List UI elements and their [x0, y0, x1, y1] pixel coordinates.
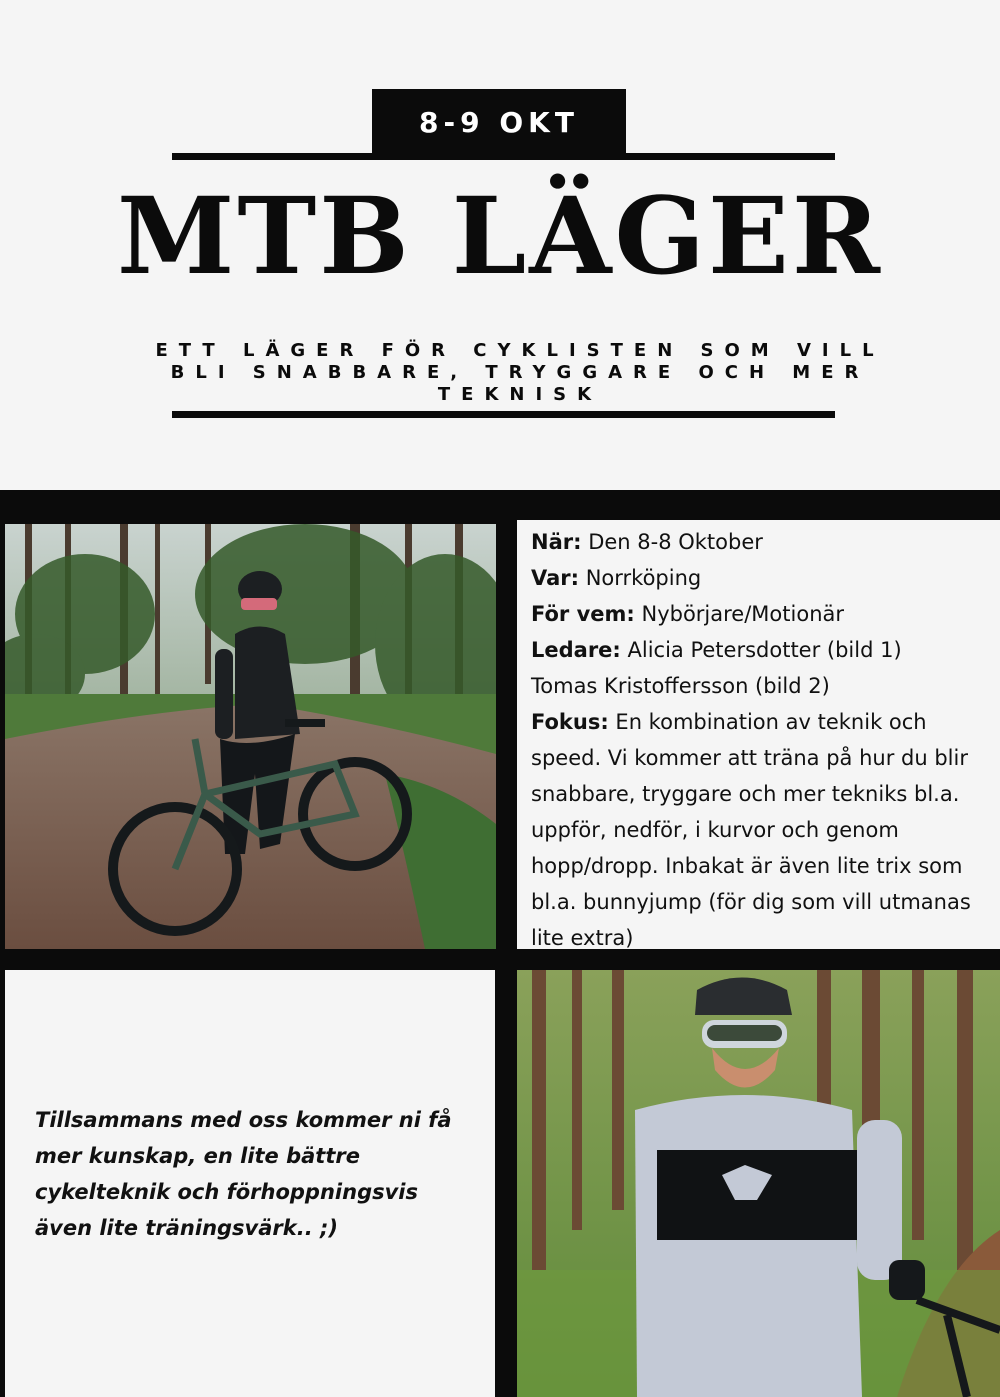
forest-trail-illustration-2 — [517, 970, 1000, 1397]
divider-bottom — [172, 411, 835, 418]
quote-panel — [5, 970, 495, 1397]
date-badge — [372, 89, 626, 155]
quote-text: Tillsammans med oss kommer ni få mer kunskap, en lite bättre cykelteknik och förhoppningsvis även lite träningsvärk.. ;) — [35, 1108, 452, 1240]
info-panel — [517, 520, 1000, 949]
photo-alicia-cyclist — [5, 524, 496, 949]
info-where: Var: Norrköping — [531, 566, 702, 590]
info-leaders: Ledare: Alicia Petersdotter (bild 1) — [531, 638, 902, 662]
divider-top — [172, 153, 835, 160]
page-subtitle: ETT LÄGER FÖR CYKLISTEN SOM VILL BLI SNABBARE, TRYGGARE OCH MER TEKNISK — [155, 340, 885, 405]
info-when: När: Den 8-8 Oktober — [531, 530, 763, 554]
info-for-whom: För vem: Nybörjare/Motionär — [531, 602, 845, 626]
info-leaders-2: Tomas Kristoffersson (bild 2) — [531, 674, 830, 698]
info-focus: Fokus: En kombination av teknik och speed. Vi kommer att träna på hur du blir snabbare, tryggare och mer tekniks bl.a. uppför, nedför, i kurvor och genom hopp/dropp. Inbakat är även lite trix som bl.a. bunnyjump (för dig som vill utmanas lite extra) — [531, 710, 971, 950]
date-text: 8-9 OKT — [419, 105, 579, 139]
page-title: MTB LÄGER — [117, 173, 883, 298]
photo-tomas-cyclist — [517, 970, 1000, 1397]
forest-trail-illustration-1 — [5, 524, 496, 949]
